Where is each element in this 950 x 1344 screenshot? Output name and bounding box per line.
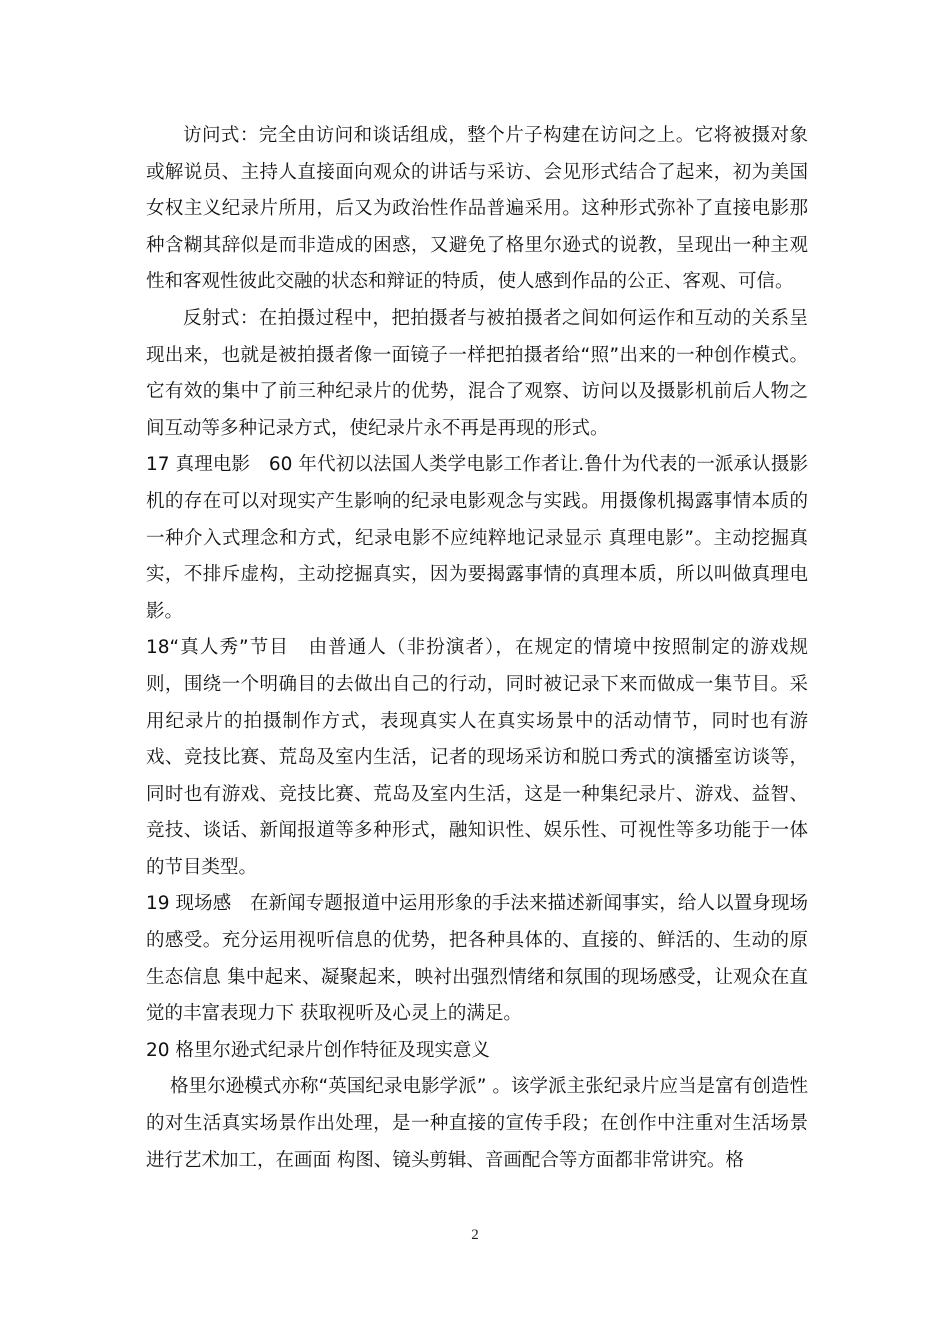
paragraph-interview-mode: 访问式：完全由访问和谈话组成，整个片子构建在访问之上。它将被摄对象或解说员、主持人直接面向观众的讲话与采访、会见形式结合了起来，初为美国女权主义纪录片所用，后又为政治性作品普遍采用。这种形式弥补了直接电影那种含糊其辞似是而非造成的困惑，又避免了格里尔逊式的说教，呈现出一种主观性和客观性彼此交融的状态和辩证的特质，使人感到作品的公正、客观、可信。 xyxy=(146,125,808,293)
page-number: 2 xyxy=(471,1227,479,1243)
section-heading-grierson: 20 格里尔逊式纪录片创作特征及现实意义 xyxy=(146,1039,490,1061)
paragraph-grierson-mode: 格里尔逊模式亦称“英国纪录电影学派” 。该学派主张纪录片应当是富有创造性的对生活真实场景作出处理，是一种直接的宣传手段；在创作中注重对生活场景进行艺术加工，在画面 构图、镜头剪辑、音画配合等方面都非常讲究。格 xyxy=(146,1076,808,1171)
paragraph-reality-show: 18“真人秀”节目 由普通人（非扮演者），在规定的情境中按照制定的游戏规则，围绕一个明确目的去做出自己的行动，同时被记录下来而做成一集节目。采用纪录片的拍摄制作方式，表现真实人在真实场景中的活动情节，同时也有游戏、竞技比赛、荒岛及室内生活，记者的现场采访和脱口秀式的演播室访谈等，同时也有游戏、竞技比赛、荒岛及室内生活，这是一种集纪录片、游戏、益智、竞技、谈话、新闻报道等多种形式，融知识性、娱乐性、可视性等多功能于一体的节目类型。 xyxy=(146,637,808,878)
document-body xyxy=(146,118,808,1179)
paragraph-on-site-feeling: 19 现场感 在新闻专题报道中运用形象的手法来描述新闻事实，给人以置身现场的感受。充分运用视听信息的优势，把各种具体的、直接的、鲜活的、生动的原生态信息 集中起来、凝聚起来，映衬出强烈情绪和氛围的现场感受，让观众在直觉的丰富表现力下 获取视听及心灵上的满足。 xyxy=(146,893,808,1025)
paragraph-cinema-verite: 17 真理电影 60 年代初以法国人类学电影工作者让.鲁什为代表的一派承认摄影机的存在可以对现实产生影响的纪录电影观念与实践。用摄像机揭露事情本质的一种介入式理念和方式，纪录电影不应纯粹地记录显示 真理电影”。主动挖掘真实，不排斥虚构，主动挖掘真实，因为要揭露事情的真理本质，所以叫做真理电影。 xyxy=(146,454,808,622)
paragraph-reflexive-mode: 反射式：在拍摄过程中，把拍摄者与被拍摄者之间如何运作和互动的关系呈现出来，也就是被拍摄者像一面镜子一样把拍摄者给“照”出来的一种创作模式。它有效的集中了前三种纪录片的优势，混合了观察、访问以及摄影机前后人物之间互动等多种记录方式，使纪录片永不再是再现的形式。 xyxy=(146,307,808,439)
